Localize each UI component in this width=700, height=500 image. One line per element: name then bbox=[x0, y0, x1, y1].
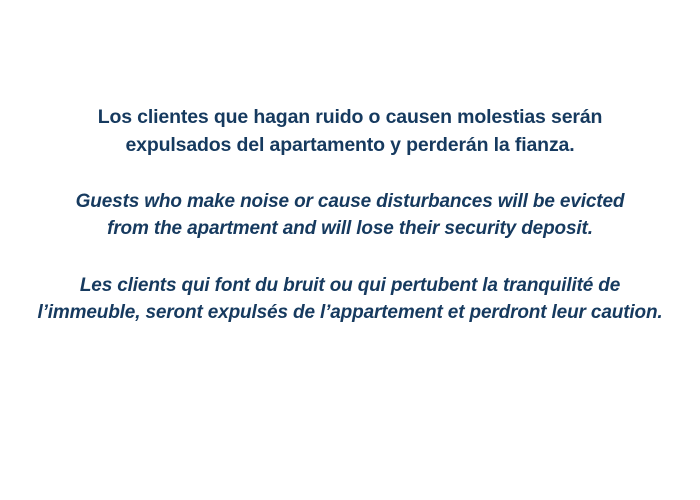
notice-spanish bbox=[14, 104, 686, 159]
notice-spanish-line-1: Los clientes que hagan ruido o causen molestias serán bbox=[97, 106, 603, 128]
notice-english-line-2: from the apartment and will lose their security deposit. bbox=[107, 218, 593, 240]
notice-french-line-2: l’immeuble, seront expulsés de l’appartement et perdront leur caution. bbox=[37, 302, 663, 324]
notice-french-line-1: Les clients qui font du bruit ou qui pertubent la tranquilité de bbox=[79, 275, 621, 297]
notice-french bbox=[14, 273, 686, 327]
notice-spanish-line-2: expulsados del apartamento y perderán la fianza. bbox=[125, 133, 575, 156]
notice-english bbox=[14, 189, 686, 243]
notice-english-line-1: Guests who make noise or cause disturbances will be evicted bbox=[75, 191, 625, 213]
